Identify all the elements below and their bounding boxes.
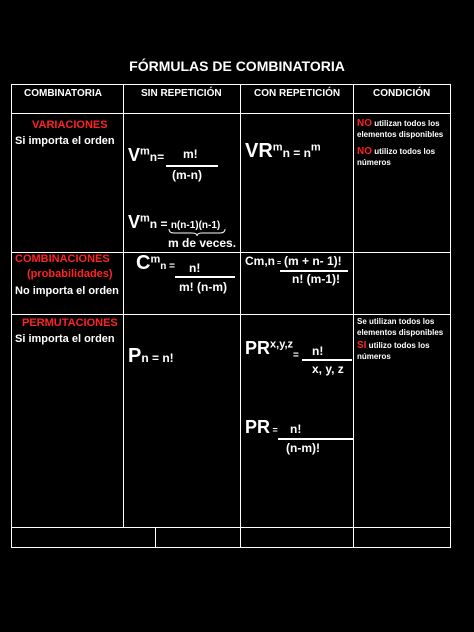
variaciones-desc: Si importa el orden [15,135,115,147]
combinaciones-con-lhs: Cm,n = [245,254,282,268]
variaciones-condition-2: NO utilizo todos los números [357,146,436,167]
permutaciones-con-denominator-1: x, y, z [312,362,344,376]
variaciones-formula-2: $V^mn = n(n-1)(n-1)$ [128,212,221,232]
variaciones-condition-1: NO utilizan todos los elementos disponibles [357,118,444,139]
col-divider-1 [123,84,124,527]
permutaciones-con-equals-1: = [293,350,299,361]
permutaciones-con-formula-1: PR$^{x,y,z}$ [245,338,294,358]
combinaciones-subtitle: (probabilidades) [27,268,113,280]
permutaciones-name: PERMUTACIONES [22,317,118,329]
variaciones-fraction-line-1 [166,165,218,167]
header-combinatoria: COMBINATORIA [24,88,102,99]
table-border-bottom [11,547,451,548]
combinaciones-formula: $C^mn$ = [136,252,175,274]
col-divider-2 [240,84,241,548]
permutaciones-con-formula-2: PR = [245,417,278,437]
combinaciones-fraction-line [175,276,235,278]
variaciones-name: VARIACIONES [32,119,108,131]
col-divider-1b [155,527,156,548]
variaciones-con-formula: $VR^mn = n^m$ [245,140,321,162]
combinaciones-desc: No importa el orden [15,285,119,297]
permutaciones-con-fraction-line-2 [278,438,354,440]
permutaciones-desc: Si importa el orden [15,333,115,345]
col-divider-4 [450,84,451,548]
variaciones-repeat-note: m de veces. [168,236,237,250]
permutaciones-con-fraction-line-1 [302,359,352,361]
table-border-top [11,84,451,85]
permutaciones-con-numerator-1: n! [312,344,324,358]
combinaciones-con-denominator: n! (m-1)! [292,272,340,286]
permutaciones-condition-1: Se utilizan todos los elementos disponibles [357,317,444,337]
col-divider-0 [11,84,12,548]
combinaciones-con-numerator: (m + n- 1)! [284,254,342,268]
variaciones-formula-1: $V^mn=$ [128,145,165,165]
variaciones-brace [168,228,226,236]
variaciones-denominator-1: (m-n) [172,168,202,182]
combinaciones-denominator: m! (n-m) [179,280,227,294]
page-title: FÓRMULAS DE COMBINATORIA [129,58,345,74]
col-divider-3 [353,84,354,548]
permutaciones-con-denominator-2: (n-m)! [286,441,320,455]
row-divider-3 [11,527,451,528]
header-divider [11,113,451,114]
combinaciones-numerator: n! [189,261,201,275]
permutaciones-con-numerator-2: n! [290,422,302,436]
header-condicion: CONDICIÓN [373,88,431,99]
header-con-repeticion: CON REPETICIÓN [254,88,341,99]
header-sin-repeticion: SIN REPETICIÓN [141,88,222,99]
permutaciones-formula: Pn = n! [128,345,174,367]
variaciones-numerator-1: m! [183,147,198,161]
permutaciones-condition-2: SI utilizo todos los números [357,340,430,361]
combinaciones-name: COMBINACIONES [15,253,110,265]
